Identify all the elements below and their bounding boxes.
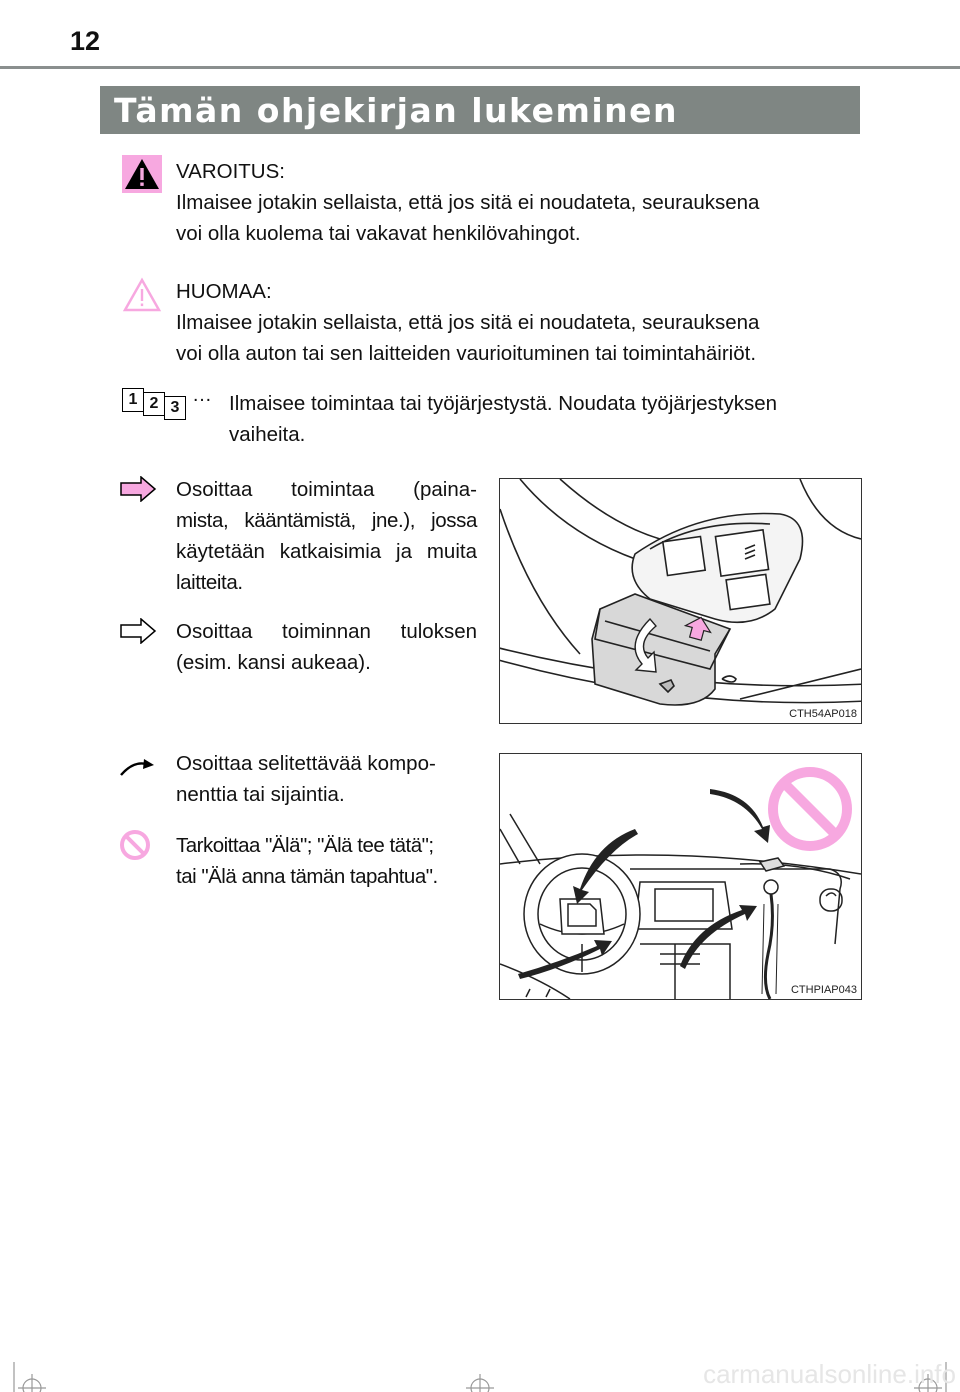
prohibition-description [176,830,481,892]
component-text-line2: nenttia tai sijaintia. [176,783,345,806]
step-number-1: 1 [122,388,144,412]
steps-text-line2: vaiheita. [229,423,306,446]
warning-text-line1: Ilmaisee jotakin sellaista, että jos sitä ei noudateta, seurauksena [176,191,760,214]
result-text-line1: Osoittaa toiminnan tuloksen [176,620,477,643]
operation-text-line2: mista, kääntämistä, jne.), jossa [176,509,477,532]
steps-ellipsis: … [192,384,212,406]
operation-arrow-icon [119,476,157,502]
dashboard-illustration [500,754,861,999]
figure-overhead-console [499,478,862,724]
section-title-bar [100,86,860,134]
prohibition-text-line2: tai "Älä anna tämän tapahtua". [176,865,438,888]
prohibition-text-line1: Tarkoittaa "Älä"; "Älä tee tätä"; [176,834,434,857]
operation-text-line1: Osoittaa toimintaa (paina- [176,478,477,501]
figure1-code: CTH54AP018 [789,708,857,720]
figure-dashboard [499,753,862,1000]
component-description [176,748,477,810]
operation-description [176,474,477,598]
warning-text-line2: voi olla kuolema tai vakavat henkilövahingot. [176,222,581,245]
prohibition-icon [119,829,151,861]
step-number-3: 3 [164,396,186,420]
step-number-icons [122,388,192,420]
section-title: Tämän ohjekirjan lukeminen [114,91,679,130]
notice-text-line1: Ilmaisee jotakin sellaista, että jos sitä ei noudateta, seurauksena [176,311,760,334]
operation-text-line3: käytetään katkaisimia ja muita [176,540,477,563]
result-description [176,616,477,678]
step-number-2: 2 [143,392,165,416]
component-pointer-icon [118,756,158,778]
operation-text-line4: laitteita. [176,571,243,594]
warning-triangle-icon [122,155,162,193]
page-number: 12 [70,26,101,56]
warning-label: VAROITUS: [176,160,285,183]
caution-triangle-outline-icon [122,276,162,314]
component-text-line1: Osoittaa selitettävää kompo- [176,752,436,775]
overhead-console-illustration [500,479,861,723]
footer-watermark: carmanualsonline.info [703,1359,956,1389]
notice-label: HUOMAA: [176,280,272,303]
result-arrow-icon [119,618,157,644]
figure2-code: CTHPIAP043 [790,984,857,996]
notice-text-line2: voi olla auton tai sen laitteiden vaurioituminen tai toimintahäiriöt. [176,342,757,365]
top-divider [0,66,960,69]
result-text-line2: (esim. kansi aukeaa). [176,651,371,674]
steps-text-line1: Ilmaisee toimintaa tai työjärjestystä. Noudata työjärjestyksen [229,392,778,415]
